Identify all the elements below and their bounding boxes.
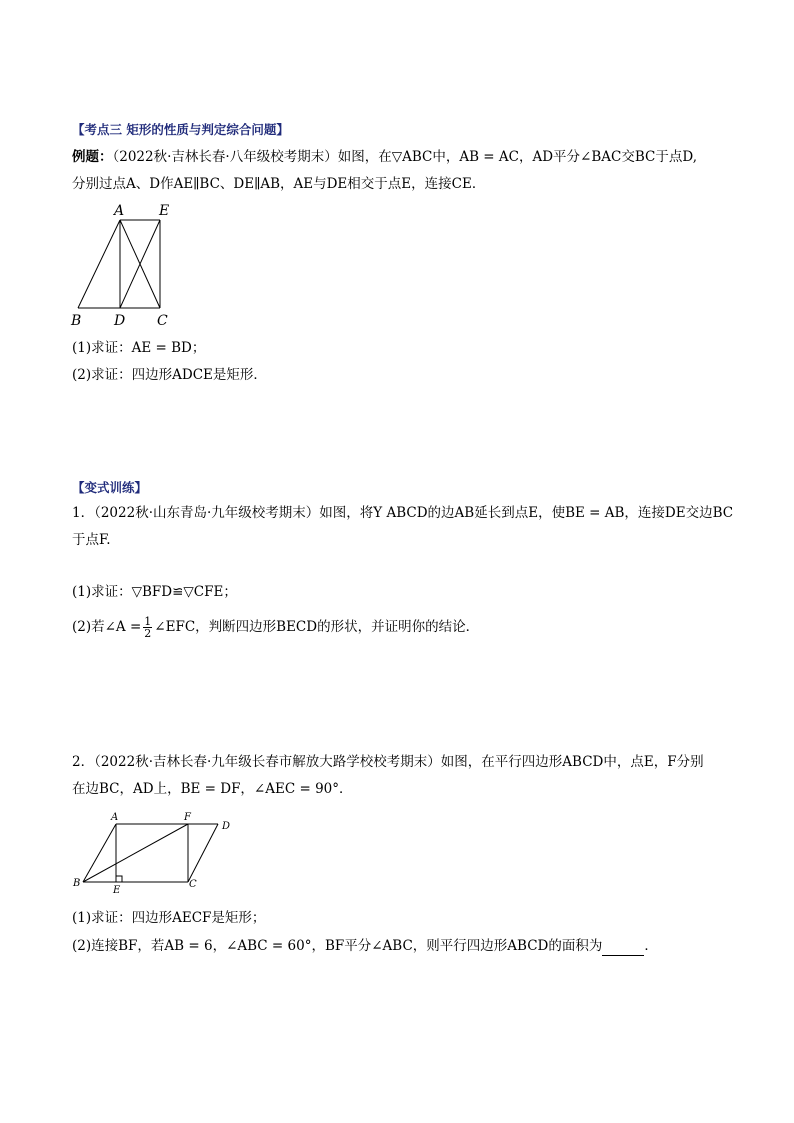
right-angle-mark <box>116 876 122 882</box>
section-title-variant: 【变式训练】 <box>72 480 148 495</box>
example-line-2: 分别过点A、D作AE∥BC、DE∥AB，AE与DE相交于点E，连接CE． <box>72 176 486 192</box>
figure-parallelogram-abcd <box>68 808 258 898</box>
example-label: 例题： <box>72 149 113 165</box>
problem-2-q2-text: (2)连接BF，若AB = 6，∠ABC = 60°，BF平分∠ABC，则平行四边形ABCD的面积为 <box>72 938 603 954</box>
label-C: C <box>189 879 197 890</box>
question-1-1: (1)求证：AE = BD； <box>72 340 206 356</box>
answer-blank <box>602 941 644 956</box>
problem-1-q2-post: ∠EFC，判断四边形BECD的形状，并证明你的结论． <box>154 619 480 635</box>
label-A: A <box>111 812 119 823</box>
problem-1-line-2: 于点F. <box>72 532 111 548</box>
label-C: C <box>157 313 168 328</box>
example-line-1 <box>72 147 697 167</box>
fraction-numerator: 1 <box>144 615 152 628</box>
fraction-one-half <box>143 616 152 639</box>
problem-2-q2-end: ． <box>644 938 658 954</box>
label-B: B <box>71 313 82 328</box>
seg-DC <box>188 824 218 882</box>
problem-2-line-1: 2．（2022秋·吉林长春·九年级长春市解放大路学校校考期末）如图，在平行四边形ABCD中，点E，F分别 <box>72 754 704 770</box>
seg-AB <box>78 220 120 308</box>
problem-1-q2-pre: (2)若∠A = <box>72 619 142 635</box>
figure-rectangle-adce <box>65 198 205 328</box>
section-title-kaodian3: 【考点三 矩形的性质与判定综合问题】 <box>72 122 289 137</box>
example-text-1: （2022秋·吉林长春·八年级校考期末）如图，在▽ABC中，AB = AC，AD平分∠BAC交BC于点D, <box>112 149 697 165</box>
label-B: B <box>73 878 81 889</box>
label-E: E <box>113 885 121 896</box>
problem-1-q2 <box>72 616 479 639</box>
label-D: D <box>222 821 231 832</box>
label-A: A <box>114 203 125 219</box>
problem-2-q1: (1)求证：四边形AECF是矩形； <box>72 910 266 926</box>
problem-2-line-2: 在边BC，AD上，BE = DF，∠AEC = 90°． <box>72 781 353 797</box>
fraction-denominator: 2 <box>144 627 152 640</box>
seg-FB <box>83 824 188 882</box>
label-F: F <box>184 812 191 823</box>
problem-2-q2 <box>72 936 658 956</box>
label-E: E <box>159 203 170 219</box>
question-1-2: (2)求证：四边形ADCE是矩形． <box>72 367 267 383</box>
problem-1-q1: (1)求证：▽BFD≌▽CFE； <box>72 584 237 600</box>
problem-1-line-1: 1．（2022秋·山东青岛·九年级校考期末）如图，将Y ABCD的边AB延长到点E，使BE = AB，连接DE交边BC <box>72 505 734 521</box>
label-D: D <box>114 313 126 328</box>
